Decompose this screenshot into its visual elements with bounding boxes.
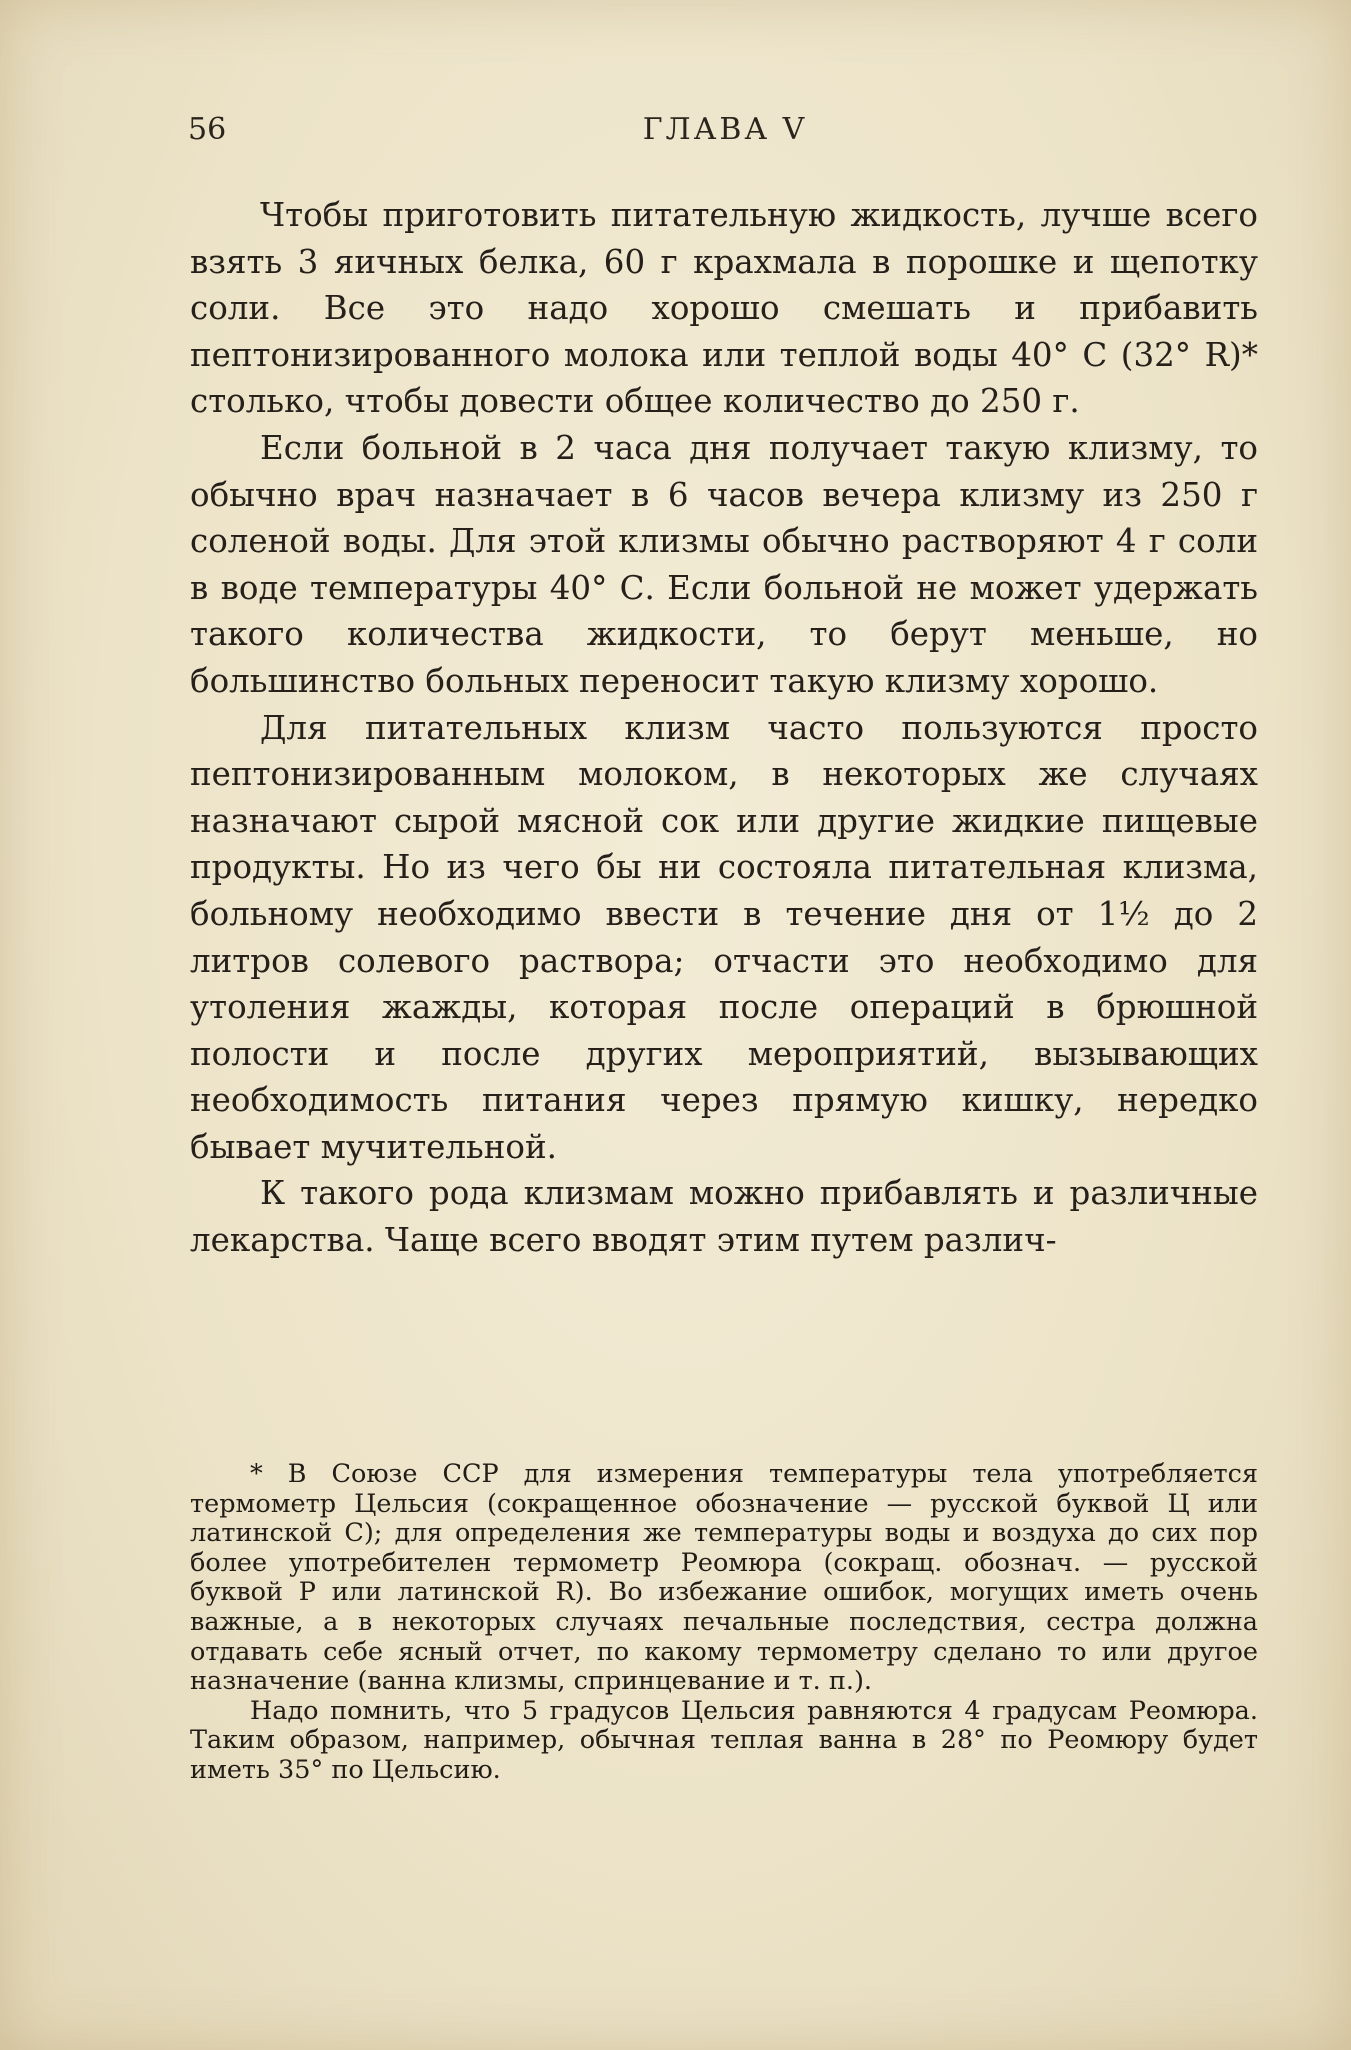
- paragraph: Если больной в 2 часа дня получает такую клизму, то обычно врач назначает в 6 часов вечера клизму из 250 г соленой воды. Для этой клизмы обычно растворяют 4 г соли в воде температуры 40° С. Если больной не может удержать такого количества жидкости, то берут меньше, но большинство больных переносит такую клизму хорошо.: [190, 428, 1258, 700]
- paragraph: Для питательных клизм часто пользуются просто пептонизированным молоком, в некоторых же случаях назначают сырой мясной сок или другие жидкие пищевые продукты. Но из чего бы ни состояла питательная клизма, больному необходимо ввести в течение дня от 1½ до 2 литров солевого раствора; отчасти это необходимо для утоления жажды, которая после операций в брюшной полости и после других мероприятий, вызывающих необходимость питания через прямую кишку, нередко бывает мучительной.: [190, 708, 1258, 1166]
- footnote: * В Союзе ССР для измерения температуры тела употребляется термометр Цельсия (сокращенное обозначение — русской буквой Ц или латинской С); для определения же температуры воды и воздуха до сих пор более употребителен термометр Реомюра (сокращ. обознач. — русской буквой Р или латинской R). Во избежание ошибок, могущих иметь очень важные, а в некоторых случаях печальные последствия, сестра должна отдавать себе ясный отчет, по какому термометру сделано то или другое назначение (ванна клизмы, спринцевание и т. п.).: [190, 1459, 1258, 1697]
- page-number: 56: [188, 112, 227, 147]
- page-header: [188, 112, 1262, 156]
- paragraph: Чтобы приготовить питательную жидкость, лучше всего взять 3 яичных белка, 60 г крахмала в порошке и щепотку соли. Все это надо хорошо смешать и прибавить пептонизированного молока или теплой воды 40° С (32° R)* столько, чтобы довести общее количество до 250 г.: [190, 196, 1258, 421]
- footnote: Надо помнить, что 5 градусов Цельсия равняются 4 градусам Реомюра. Таким образом, например, обычная теплая ванна в 28° по Реомюру будет иметь 35° по Цельсию.: [190, 1695, 1258, 1785]
- chapter-title: ГЛАВА V: [642, 112, 808, 147]
- main-text: [190, 192, 1258, 1264]
- footnotes: [190, 1460, 1258, 1786]
- paragraph: К такого рода клизмам можно прибавлять и различные лекарства. Чаще всего вводят этим путем различ-: [190, 1174, 1258, 1260]
